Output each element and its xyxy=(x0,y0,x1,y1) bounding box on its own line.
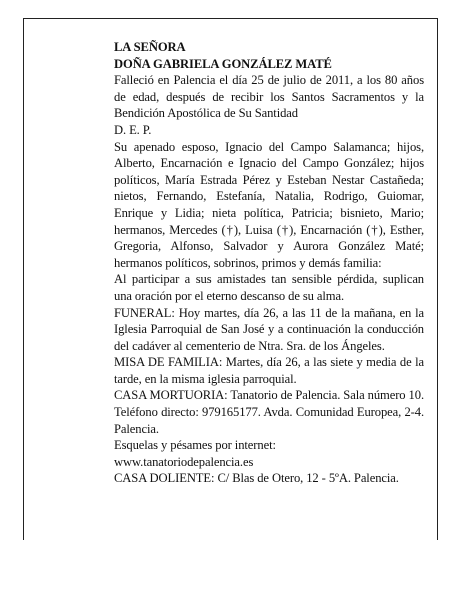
grieving-home-address: CASA DOLIENTE: C/ Blas de Otero, 12 - 5ºA. Palencia. xyxy=(114,471,399,486)
death-announcement: Falleció en Palencia el día 25 de julio de 2011, a los 80 años de edad, después de recibir los Santos Sacramentos y la Bendición Apostólica de Su Santidad xyxy=(114,73,424,121)
prayer-request: Al participar a sus amistades tan sensible pérdida, suplican una oración por el eterno descanso de su alma. xyxy=(114,272,424,303)
family-list: Su apenado esposo, Ignacio del Campo Salamanca; hijos, Alberto, Encarnación e Ignacio del Campo González; hijos políticos, María Estrada Pérez y Esteban Nestar Castañeda; nietos, Fernando, Estefanía, Natalia, Rodrigo, Guiomar, Enrique y Lidia; nieta política, Patricia; bisnieto, Mario; hermanos, Mercedes (†), Luisa (†), Encarnación (†), Esther, Gregoria, Alfonso, Salvador y Aurora González Maté; hermanos políticos, sobrinos, primos y demás familia: xyxy=(114,139,424,270)
obituary-notice xyxy=(114,39,424,487)
deceased-name: DOÑA GABRIELA GONZÁLEZ MATÉ xyxy=(114,56,332,71)
funeral-info: FUNERAL: Hoy martes, día 26, a las 11 de la mañana, en la Iglesia Parroquial de San José y a continuación la conducción del cadáver al cementerio de Ntra. Sra. de los Ángeles. xyxy=(114,305,424,353)
notice-title-line1: LA SEÑORA xyxy=(114,40,186,54)
funeral-home-website: www.tanatoriodepalencia.es xyxy=(114,454,254,469)
internet-condolences-label: Esquelas y pésames por internet: xyxy=(114,438,276,453)
dep-line: D. E. P. xyxy=(114,122,152,137)
family-mass-info: MISA DE FAMILIA: Martes, día 26, a las siete y media de la tarde, en la misma iglesia parroquial. xyxy=(114,355,424,386)
funeral-home-info: CASA MORTUORIA: Tanatorio de Palencia. Sala número 10. Teléfono directo: 979165177. Avda. Comunidad Europea, 2-4. Palencia. xyxy=(114,388,424,436)
